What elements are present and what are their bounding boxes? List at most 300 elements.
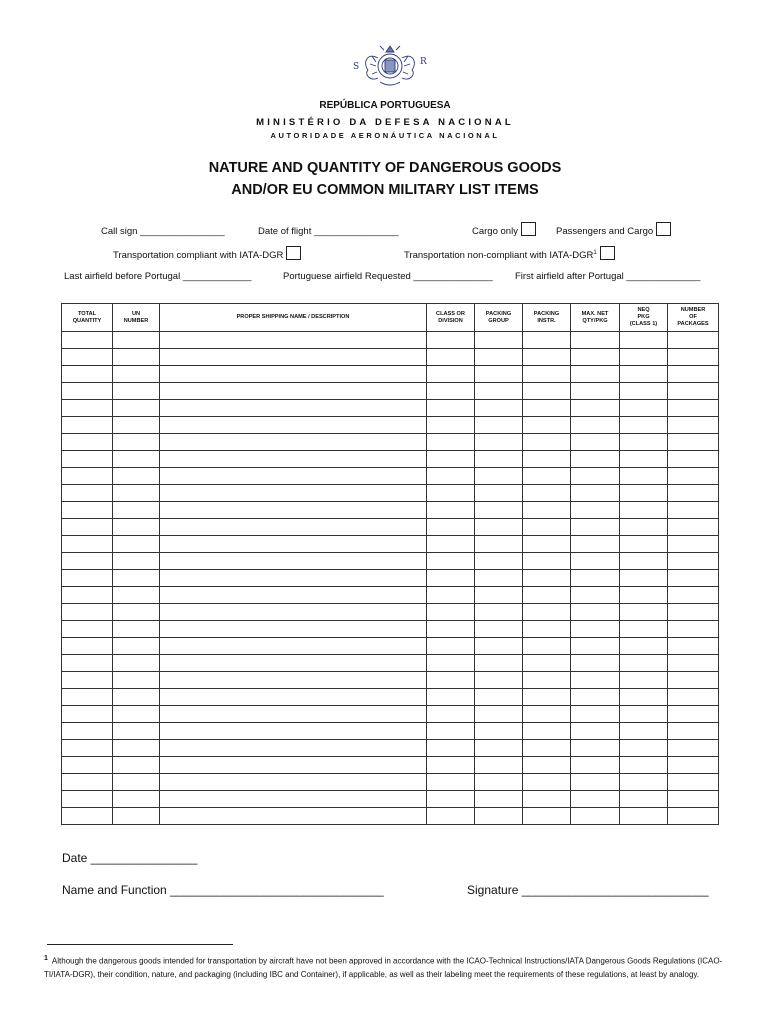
table-cell[interactable] xyxy=(62,502,113,519)
table-cell[interactable] xyxy=(523,570,571,587)
table-cell[interactable] xyxy=(523,791,571,808)
table-cell[interactable] xyxy=(427,740,475,757)
table-cell[interactable] xyxy=(427,451,475,468)
table-row xyxy=(62,740,719,757)
table-cell[interactable] xyxy=(160,468,427,485)
table-cell[interactable] xyxy=(620,468,668,485)
table-cell[interactable] xyxy=(62,723,113,740)
table-cell[interactable] xyxy=(620,757,668,774)
table-cell[interactable] xyxy=(113,706,160,723)
table-cell[interactable] xyxy=(160,366,427,383)
column-header-line: CLASS OR xyxy=(436,310,465,317)
table-cell[interactable] xyxy=(160,672,427,689)
table-cell[interactable] xyxy=(62,468,113,485)
table-cell[interactable] xyxy=(523,400,571,417)
table-cell[interactable] xyxy=(160,570,427,587)
compliant-checkbox[interactable] xyxy=(286,246,301,260)
table-cell[interactable] xyxy=(475,604,523,621)
table-cell[interactable] xyxy=(668,757,719,774)
table-cell[interactable] xyxy=(668,689,719,706)
table-cell[interactable] xyxy=(113,417,160,434)
table-cell[interactable] xyxy=(523,587,571,604)
table-cell[interactable] xyxy=(160,774,427,791)
table-cell[interactable] xyxy=(571,587,620,604)
table-cell[interactable] xyxy=(113,570,160,587)
table-cell[interactable] xyxy=(113,451,160,468)
table-cell[interactable] xyxy=(427,383,475,400)
table-cell[interactable] xyxy=(427,570,475,587)
table-cell[interactable] xyxy=(427,774,475,791)
table-cell[interactable] xyxy=(620,366,668,383)
table-cell[interactable] xyxy=(571,332,620,349)
non-compliant-checkbox[interactable] xyxy=(600,246,615,260)
table-cell[interactable] xyxy=(620,706,668,723)
table-cell[interactable] xyxy=(113,485,160,502)
table-cell[interactable] xyxy=(571,383,620,400)
table-cell[interactable] xyxy=(571,349,620,366)
table-cell[interactable] xyxy=(427,723,475,740)
table-cell[interactable] xyxy=(620,570,668,587)
table-cell[interactable] xyxy=(160,655,427,672)
table-cell[interactable] xyxy=(113,383,160,400)
table-cell[interactable] xyxy=(523,757,571,774)
table-cell[interactable] xyxy=(160,332,427,349)
table-cell[interactable] xyxy=(668,587,719,604)
table-cell[interactable] xyxy=(571,451,620,468)
table-cell[interactable] xyxy=(160,553,427,570)
table-cell[interactable] xyxy=(571,638,620,655)
footnote-reference: 1 xyxy=(593,249,597,256)
table-cell[interactable] xyxy=(620,604,668,621)
table-cell[interactable] xyxy=(427,638,475,655)
table-cell[interactable] xyxy=(523,638,571,655)
table-cell[interactable] xyxy=(571,553,620,570)
table-cell[interactable] xyxy=(475,757,523,774)
column-header-line: PACKING xyxy=(533,310,560,317)
column-header-line: PACKAGES xyxy=(677,320,709,327)
table-cell[interactable] xyxy=(113,808,160,825)
table-cell[interactable] xyxy=(523,349,571,366)
table-cell[interactable] xyxy=(113,366,160,383)
table-cell[interactable] xyxy=(523,434,571,451)
table-cell[interactable] xyxy=(160,604,427,621)
table-cell[interactable] xyxy=(160,689,427,706)
table-cell[interactable] xyxy=(523,740,571,757)
table-cell[interactable] xyxy=(62,604,113,621)
passengers-and-cargo-label: Passengers and Cargo xyxy=(556,226,654,237)
table-cell[interactable] xyxy=(62,417,113,434)
table-cell[interactable] xyxy=(62,349,113,366)
table-cell[interactable] xyxy=(160,536,427,553)
table-cell[interactable] xyxy=(427,757,475,774)
table-cell[interactable] xyxy=(62,774,113,791)
table-cell[interactable] xyxy=(113,332,160,349)
column-header xyxy=(523,304,571,332)
table-cell[interactable] xyxy=(475,672,523,689)
table-cell[interactable] xyxy=(62,553,113,570)
signature-field[interactable]: Signature ____________________________ xyxy=(467,883,709,897)
table-cell[interactable] xyxy=(571,468,620,485)
table-cell[interactable] xyxy=(475,740,523,757)
table-cell[interactable] xyxy=(668,791,719,808)
country-heading: REPÚBLICA PORTUGUESA xyxy=(319,100,451,111)
table-cell[interactable] xyxy=(427,536,475,553)
table-cell[interactable] xyxy=(523,366,571,383)
table-cell[interactable] xyxy=(620,774,668,791)
table-cell[interactable] xyxy=(475,434,523,451)
table-cell[interactable] xyxy=(113,740,160,757)
table-cell[interactable] xyxy=(571,706,620,723)
table-cell[interactable] xyxy=(475,621,523,638)
table-cell[interactable] xyxy=(523,723,571,740)
table-cell[interactable] xyxy=(475,400,523,417)
table-cell[interactable] xyxy=(523,808,571,825)
table-cell[interactable] xyxy=(668,604,719,621)
table-cell[interactable] xyxy=(620,485,668,502)
date-of-flight-field[interactable]: Date of flight ________________ xyxy=(258,226,399,237)
table-cell[interactable] xyxy=(475,723,523,740)
table-cell[interactable] xyxy=(668,417,719,434)
call-sign-field[interactable]: Call sign ________________ xyxy=(101,226,225,237)
table-cell[interactable] xyxy=(475,774,523,791)
non-compliant-label: Transportation non-compliant with IATA-DGR xyxy=(404,250,594,261)
table-cell[interactable] xyxy=(668,366,719,383)
table-row xyxy=(62,587,719,604)
table-cell[interactable] xyxy=(620,383,668,400)
table-cell[interactable] xyxy=(427,706,475,723)
table-cell[interactable] xyxy=(571,485,620,502)
table-cell[interactable] xyxy=(571,519,620,536)
table-cell[interactable] xyxy=(113,689,160,706)
table-cell[interactable] xyxy=(427,366,475,383)
table-cell[interactable] xyxy=(427,485,475,502)
table-cell[interactable] xyxy=(427,417,475,434)
table-cell[interactable] xyxy=(160,791,427,808)
table-cell[interactable] xyxy=(571,757,620,774)
table-cell[interactable] xyxy=(113,502,160,519)
table-cell[interactable] xyxy=(571,570,620,587)
table-cell[interactable] xyxy=(571,417,620,434)
table-cell[interactable] xyxy=(668,451,719,468)
table-cell[interactable] xyxy=(475,655,523,672)
table-cell[interactable] xyxy=(475,383,523,400)
table-cell[interactable] xyxy=(113,434,160,451)
table-cell[interactable] xyxy=(620,400,668,417)
table-cell[interactable] xyxy=(160,757,427,774)
table-cell[interactable] xyxy=(160,723,427,740)
table-cell[interactable] xyxy=(668,519,719,536)
table-cell[interactable] xyxy=(620,672,668,689)
authority-heading: AUTORIDADE AERONÁUTICA NACIONAL xyxy=(270,131,500,140)
table-cell[interactable] xyxy=(523,468,571,485)
table-cell[interactable] xyxy=(160,638,427,655)
table-cell[interactable] xyxy=(113,655,160,672)
form-title-line-2: AND/OR EU COMMON MILITARY LIST ITEMS xyxy=(231,182,539,198)
table-cell[interactable] xyxy=(523,536,571,553)
table-cell[interactable] xyxy=(427,672,475,689)
table-row xyxy=(62,349,719,366)
table-cell[interactable] xyxy=(668,434,719,451)
table-cell[interactable] xyxy=(523,774,571,791)
table-cell[interactable] xyxy=(427,587,475,604)
table-cell[interactable] xyxy=(668,400,719,417)
table-cell[interactable] xyxy=(160,451,427,468)
table-cell[interactable] xyxy=(620,723,668,740)
table-cell[interactable] xyxy=(475,417,523,434)
table-cell[interactable] xyxy=(620,519,668,536)
table-cell[interactable] xyxy=(160,808,427,825)
table-cell[interactable] xyxy=(62,366,113,383)
table-cell[interactable] xyxy=(475,451,523,468)
non-compliant-option xyxy=(404,246,615,261)
column-header-line: PROPER SHIPPING NAME / DESCRIPTION xyxy=(236,314,350,320)
table-cell[interactable] xyxy=(523,332,571,349)
cargo-only-checkbox[interactable] xyxy=(521,222,536,236)
table-cell[interactable] xyxy=(475,587,523,604)
table-cell[interactable] xyxy=(427,621,475,638)
table-cell[interactable] xyxy=(62,536,113,553)
table-cell[interactable] xyxy=(427,519,475,536)
table-cell[interactable] xyxy=(62,808,113,825)
table-cell[interactable] xyxy=(620,621,668,638)
table-cell[interactable] xyxy=(668,740,719,757)
table-cell[interactable] xyxy=(523,383,571,400)
table-cell[interactable] xyxy=(571,502,620,519)
table-cell[interactable] xyxy=(427,553,475,570)
table-cell[interactable] xyxy=(620,689,668,706)
table-cell[interactable] xyxy=(62,587,113,604)
table-cell[interactable] xyxy=(62,655,113,672)
table-cell[interactable] xyxy=(523,553,571,570)
table-cell[interactable] xyxy=(523,519,571,536)
table-cell[interactable] xyxy=(113,349,160,366)
table-cell[interactable] xyxy=(620,502,668,519)
table-cell[interactable] xyxy=(620,791,668,808)
table-cell[interactable] xyxy=(475,519,523,536)
table-cell[interactable] xyxy=(427,332,475,349)
table-cell[interactable] xyxy=(113,400,160,417)
table-cell[interactable] xyxy=(571,434,620,451)
table-cell[interactable] xyxy=(571,536,620,553)
column-header xyxy=(113,304,160,332)
table-cell[interactable] xyxy=(113,672,160,689)
table-cell[interactable] xyxy=(620,332,668,349)
table-cell[interactable] xyxy=(475,366,523,383)
table-cell[interactable] xyxy=(475,536,523,553)
table-cell[interactable] xyxy=(113,723,160,740)
footnote-text: Although the dangerous goods intended for transportation by aircraft have not been approved in accordance with the ICAO-Technical Instructions/IATA Dangerous Goods Regulations (ICAO-TI/IATA-DGR), their condition, nature, and packaging (including IBC and Container), if applicable, as well as their labeling meet the requirements of these regulations, at least by analogy. xyxy=(44,956,723,980)
table-cell[interactable] xyxy=(668,468,719,485)
table-cell[interactable] xyxy=(475,485,523,502)
table-cell[interactable] xyxy=(475,808,523,825)
column-header xyxy=(475,304,523,332)
table-cell[interactable] xyxy=(523,655,571,672)
table-cell[interactable] xyxy=(475,332,523,349)
table-cell[interactable] xyxy=(475,689,523,706)
table-cell[interactable] xyxy=(427,400,475,417)
table-cell[interactable] xyxy=(62,519,113,536)
table-cell[interactable] xyxy=(668,349,719,366)
table-cell[interactable] xyxy=(113,587,160,604)
table-cell[interactable] xyxy=(160,400,427,417)
table-cell[interactable] xyxy=(668,332,719,349)
table-cell[interactable] xyxy=(113,519,160,536)
table-cell[interactable] xyxy=(113,757,160,774)
table-cell[interactable] xyxy=(160,502,427,519)
table-cell[interactable] xyxy=(668,485,719,502)
table-cell[interactable] xyxy=(620,434,668,451)
table-cell[interactable] xyxy=(523,502,571,519)
table-cell[interactable] xyxy=(523,621,571,638)
table-cell[interactable] xyxy=(62,621,113,638)
table-cell[interactable] xyxy=(668,570,719,587)
table-cell[interactable] xyxy=(668,502,719,519)
table-cell[interactable] xyxy=(668,706,719,723)
table-cell[interactable] xyxy=(113,791,160,808)
table-cell[interactable] xyxy=(427,655,475,672)
table-cell[interactable] xyxy=(523,417,571,434)
table-cell[interactable] xyxy=(62,706,113,723)
table-cell[interactable] xyxy=(475,706,523,723)
table-cell[interactable] xyxy=(668,536,719,553)
table-cell[interactable] xyxy=(427,604,475,621)
table-cell[interactable] xyxy=(523,689,571,706)
table-cell[interactable] xyxy=(475,349,523,366)
portuguese-airfield-field[interactable]: Portuguese airfield Requested _______________ xyxy=(283,271,493,282)
table-cell[interactable] xyxy=(160,349,427,366)
table-cell[interactable] xyxy=(571,808,620,825)
table-cell[interactable] xyxy=(62,689,113,706)
table-cell[interactable] xyxy=(571,655,620,672)
table-cell[interactable] xyxy=(571,672,620,689)
table-cell[interactable] xyxy=(668,553,719,570)
table-cell[interactable] xyxy=(113,638,160,655)
table-cell[interactable] xyxy=(475,638,523,655)
table-cell[interactable] xyxy=(523,451,571,468)
table-cell[interactable] xyxy=(62,570,113,587)
table-row xyxy=(62,383,719,400)
table-cell[interactable] xyxy=(668,383,719,400)
passengers-and-cargo-checkbox[interactable] xyxy=(656,222,671,236)
date-signature-field[interactable]: Date ________________ xyxy=(62,851,198,865)
table-cell[interactable] xyxy=(571,621,620,638)
table-cell[interactable] xyxy=(160,485,427,502)
table-cell[interactable] xyxy=(668,672,719,689)
table-cell[interactable] xyxy=(620,417,668,434)
column-header-line: NUMBER xyxy=(123,317,149,324)
table-cell[interactable] xyxy=(571,366,620,383)
table-cell[interactable] xyxy=(571,723,620,740)
form-title-line-1: NATURE AND QUANTITY OF DANGEROUS GOODS xyxy=(208,160,562,176)
table-cell[interactable] xyxy=(62,451,113,468)
table-cell[interactable] xyxy=(62,332,113,349)
table-cell[interactable] xyxy=(160,740,427,757)
table-cell[interactable] xyxy=(427,808,475,825)
table-cell[interactable] xyxy=(668,655,719,672)
table-cell[interactable] xyxy=(113,536,160,553)
table-row xyxy=(62,791,719,808)
name-and-function-field[interactable]: Name and Function ________________________________ xyxy=(62,883,384,897)
passengers-and-cargo-option xyxy=(556,222,671,237)
table-cell[interactable] xyxy=(62,485,113,502)
table-cell[interactable] xyxy=(523,672,571,689)
table-cell[interactable] xyxy=(62,740,113,757)
column-header xyxy=(62,304,113,332)
last-airfield-field[interactable]: Last airfield before Portugal _____________ xyxy=(64,271,252,282)
first-airfield-field[interactable]: First airfield after Portugal ______________ xyxy=(515,271,701,282)
table-cell[interactable] xyxy=(620,655,668,672)
table-cell[interactable] xyxy=(427,349,475,366)
table-cell[interactable] xyxy=(475,553,523,570)
table-cell[interactable] xyxy=(571,774,620,791)
table-cell[interactable] xyxy=(523,706,571,723)
table-cell[interactable] xyxy=(668,774,719,791)
table-cell[interactable] xyxy=(620,808,668,825)
table-cell[interactable] xyxy=(620,451,668,468)
table-cell[interactable] xyxy=(475,502,523,519)
table-cell[interactable] xyxy=(571,740,620,757)
table-cell[interactable] xyxy=(62,757,113,774)
table-cell[interactable] xyxy=(62,400,113,417)
table-cell[interactable] xyxy=(523,604,571,621)
table-cell[interactable] xyxy=(160,519,427,536)
table-cell[interactable] xyxy=(113,553,160,570)
table-cell[interactable] xyxy=(160,587,427,604)
table-cell[interactable] xyxy=(620,740,668,757)
table-cell[interactable] xyxy=(62,672,113,689)
table-cell[interactable] xyxy=(571,689,620,706)
table-cell[interactable] xyxy=(62,434,113,451)
table-cell[interactable] xyxy=(523,485,571,502)
table-cell[interactable] xyxy=(113,774,160,791)
table-cell[interactable] xyxy=(620,587,668,604)
table-row xyxy=(62,332,719,349)
table-cell[interactable] xyxy=(427,434,475,451)
table-cell[interactable] xyxy=(160,417,427,434)
table-cell[interactable] xyxy=(113,468,160,485)
table-cell[interactable] xyxy=(427,689,475,706)
table-cell[interactable] xyxy=(668,723,719,740)
table-cell[interactable] xyxy=(620,553,668,570)
table-cell[interactable] xyxy=(113,621,160,638)
table-cell[interactable] xyxy=(571,604,620,621)
table-cell[interactable] xyxy=(475,791,523,808)
table-cell[interactable] xyxy=(113,604,160,621)
column-header-line: PKG xyxy=(637,314,650,320)
table-cell[interactable] xyxy=(620,638,668,655)
table-cell[interactable] xyxy=(475,468,523,485)
table-row xyxy=(62,638,719,655)
table-cell[interactable] xyxy=(668,621,719,638)
table-cell[interactable] xyxy=(571,400,620,417)
table-cell[interactable] xyxy=(62,638,113,655)
table-cell[interactable] xyxy=(62,791,113,808)
table-cell[interactable] xyxy=(475,570,523,587)
table-cell[interactable] xyxy=(160,383,427,400)
table-cell[interactable] xyxy=(427,791,475,808)
table-cell[interactable] xyxy=(160,434,427,451)
table-cell[interactable] xyxy=(160,621,427,638)
table-cell[interactable] xyxy=(427,502,475,519)
table-cell[interactable] xyxy=(160,706,427,723)
table-cell[interactable] xyxy=(62,383,113,400)
table-cell[interactable] xyxy=(571,791,620,808)
table-cell[interactable] xyxy=(668,808,719,825)
table-cell[interactable] xyxy=(668,638,719,655)
table-cell[interactable] xyxy=(620,349,668,366)
table-cell[interactable] xyxy=(427,468,475,485)
table-cell[interactable] xyxy=(620,536,668,553)
